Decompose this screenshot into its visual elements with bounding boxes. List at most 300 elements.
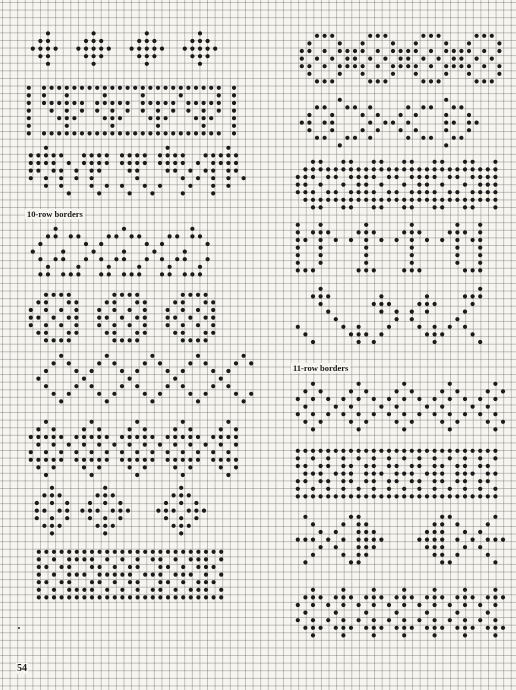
stitch-dot xyxy=(493,560,497,564)
stitch-dot xyxy=(433,198,437,202)
stitch-dot xyxy=(166,323,170,327)
stitch-dot xyxy=(204,557,208,561)
stitch-dot xyxy=(410,238,414,242)
stitch-dot xyxy=(357,530,361,534)
stitch-dot xyxy=(364,183,368,187)
stitch-dot xyxy=(372,230,376,234)
stitch-dot xyxy=(303,183,307,187)
tulip-border-chart xyxy=(27,144,247,197)
stitch-dot xyxy=(135,450,139,454)
stitch-dot xyxy=(171,109,175,113)
stitch-dot xyxy=(143,316,147,320)
stitch-dot xyxy=(395,167,399,171)
stitch-dot xyxy=(296,268,300,272)
stitch-dot xyxy=(150,354,154,358)
stitch-dot xyxy=(315,79,319,83)
stitch-dot xyxy=(372,626,376,630)
stitch-dot xyxy=(90,557,94,561)
stitch-dot xyxy=(463,618,467,622)
stitch-dot xyxy=(463,160,467,164)
stitch-dot xyxy=(112,392,116,396)
stitch-dot xyxy=(429,105,433,109)
stitch-dot xyxy=(364,626,368,630)
stitch-dot xyxy=(364,230,368,234)
stitch-dot xyxy=(353,64,357,68)
stitch-dot xyxy=(410,389,414,393)
stitch-dot xyxy=(80,101,84,105)
stitch-dot xyxy=(334,595,338,599)
stitch-dot xyxy=(319,494,323,498)
stitch-dot xyxy=(52,435,56,439)
stitch-dot xyxy=(402,268,406,272)
stitch-dot xyxy=(444,121,448,125)
stitch-dot xyxy=(440,530,444,534)
stitch-dot xyxy=(414,72,418,76)
stitch-dot xyxy=(501,595,505,599)
stitch-dot xyxy=(440,167,444,171)
stitch-dot xyxy=(463,479,467,483)
stitch-dot xyxy=(143,573,147,577)
stitch-dot xyxy=(204,331,208,335)
stitch-dot xyxy=(463,494,467,498)
stitch-dot xyxy=(395,198,399,202)
stitch-dot xyxy=(31,47,35,51)
stitch-dot xyxy=(90,369,94,373)
stitch-dot xyxy=(175,234,179,238)
stitch-dot xyxy=(345,105,349,109)
stitch-dot xyxy=(99,242,103,246)
stitch-dot xyxy=(330,128,334,132)
stitch-dot xyxy=(478,175,482,179)
stitch-dot xyxy=(455,246,459,250)
stitch-dot xyxy=(44,323,48,327)
stitch-dot xyxy=(364,223,368,227)
stitch-dot xyxy=(303,198,307,202)
stitch-dot xyxy=(181,331,185,335)
stitch-dot xyxy=(372,487,376,491)
stitch-dot xyxy=(417,538,421,542)
stitch-dot xyxy=(156,86,160,90)
stitch-dot xyxy=(166,595,170,599)
stitch-dot xyxy=(372,160,376,164)
stitch-dot xyxy=(97,361,101,365)
stitch-dot xyxy=(44,161,48,165)
stitch-dot xyxy=(29,153,33,157)
stitch-dot xyxy=(206,54,210,58)
stitch-dot xyxy=(166,458,170,462)
stitch-dot xyxy=(190,272,194,276)
stitch-dot xyxy=(364,332,368,336)
stitch-dot xyxy=(112,443,116,447)
eleven-row-cross-diamond-chart xyxy=(294,513,507,566)
stitch-dot xyxy=(414,49,418,53)
stitch-dot xyxy=(98,565,102,569)
stitch-dot xyxy=(38,54,42,58)
stitch-dot xyxy=(219,161,223,165)
stitch-dot xyxy=(217,93,221,97)
stitch-dot xyxy=(410,420,414,424)
stitch-dot xyxy=(410,160,414,164)
stitch-dot xyxy=(357,175,361,179)
stitch-dot xyxy=(414,113,418,117)
stitch-dot xyxy=(179,86,183,90)
stitch-dot xyxy=(156,509,160,513)
stitch-dot xyxy=(311,553,315,557)
stitch-dot xyxy=(82,595,86,599)
stitch-dot xyxy=(444,49,448,53)
stitch-dot xyxy=(74,308,78,312)
stitch-dot xyxy=(311,595,315,599)
stitch-dot xyxy=(440,538,444,542)
stitch-dot xyxy=(326,175,330,179)
stitch-dot xyxy=(143,427,147,431)
stitch-dot xyxy=(156,131,160,135)
stitch-dot xyxy=(364,167,368,171)
stitch-dot xyxy=(387,175,391,179)
stitch-dot xyxy=(226,153,230,157)
stitch-dot xyxy=(143,392,147,396)
stitch-dot xyxy=(402,449,406,453)
stitch-dot xyxy=(196,595,200,599)
stitch-dot xyxy=(97,458,101,462)
stitch-dot xyxy=(448,190,452,194)
stitch-dot xyxy=(128,458,132,462)
stitch-dot xyxy=(296,223,300,227)
stitch-dot xyxy=(148,86,152,90)
stitch-dot xyxy=(440,479,444,483)
stitch-dot xyxy=(357,538,361,542)
stitch-dot xyxy=(181,420,185,424)
stitch-dot xyxy=(212,565,216,569)
stitch-dot xyxy=(29,176,33,180)
stitch-dot xyxy=(36,316,40,320)
stitch-dot xyxy=(300,64,304,68)
stitch-dot xyxy=(80,509,84,513)
stitch-dot xyxy=(425,472,429,476)
stitch-dot xyxy=(105,399,109,403)
stitch-dot xyxy=(179,531,183,535)
stitch-dot xyxy=(136,580,140,584)
stitch-dot xyxy=(135,316,139,320)
stitch-dot xyxy=(209,86,213,90)
stitch-dot xyxy=(410,223,414,227)
stitch-dot xyxy=(319,160,323,164)
stitch-dot xyxy=(399,128,403,132)
stitch-dot xyxy=(74,435,78,439)
stitch-dot xyxy=(196,580,200,584)
stitch-dot xyxy=(84,54,88,58)
stitch-dot xyxy=(52,595,56,599)
stitch-dot xyxy=(307,128,311,132)
stitch-dot xyxy=(113,573,117,577)
stitch-dot xyxy=(120,184,124,188)
stitch-dot xyxy=(296,449,300,453)
stitch-dot xyxy=(448,167,452,171)
stitch-dot xyxy=(44,369,48,373)
stitch-dot xyxy=(429,136,433,140)
stitch-dot xyxy=(128,573,132,577)
stitch-dot xyxy=(211,184,215,188)
stitch-dot xyxy=(126,509,130,513)
stitch-dot xyxy=(92,54,96,58)
stitch-dot xyxy=(437,57,441,61)
stitch-dot xyxy=(448,397,452,401)
stitch-dot xyxy=(36,169,40,173)
stitch-dot xyxy=(50,531,54,535)
stitch-dot xyxy=(478,238,482,242)
stitch-dot xyxy=(74,176,78,180)
stitch-dot xyxy=(105,557,109,561)
stitch-dot xyxy=(319,223,323,227)
stitch-dot xyxy=(319,472,323,476)
stitch-dot xyxy=(74,450,78,454)
stitch-dot xyxy=(166,565,170,569)
stitch-dot xyxy=(219,435,223,439)
stitch-dot xyxy=(410,310,414,314)
stitch-dot xyxy=(361,113,365,117)
stitch-dot xyxy=(196,293,200,297)
stitch-dot xyxy=(296,230,300,234)
stitch-dot xyxy=(372,545,376,549)
stitch-dot xyxy=(173,316,177,320)
stitch-dot xyxy=(319,198,323,202)
stitch-dot xyxy=(296,261,300,265)
stitch-dot xyxy=(440,238,444,242)
stitch-dot xyxy=(421,136,425,140)
stitch-dot xyxy=(357,190,361,194)
stitch-dot xyxy=(372,456,376,460)
stitch-dot xyxy=(345,49,349,53)
stitch-dot xyxy=(383,57,387,61)
stitch-dot xyxy=(326,618,330,622)
stitch-dot xyxy=(128,191,132,195)
stitch-dot xyxy=(135,331,139,335)
stitch-dot xyxy=(42,86,46,90)
stitch-dot xyxy=(72,131,76,135)
stitch-dot xyxy=(493,618,497,622)
stitch-dot xyxy=(311,538,315,542)
stitch-dot xyxy=(368,34,372,38)
stitch-dot xyxy=(188,435,192,439)
stitch-dot xyxy=(311,160,315,164)
stitch-dot xyxy=(425,494,429,498)
stitch-dot xyxy=(440,560,444,564)
stitch-dot xyxy=(27,131,31,135)
stitch-dot xyxy=(486,626,490,630)
stitch-dot xyxy=(130,272,134,276)
stitch-dot xyxy=(166,550,170,554)
stitch-dot xyxy=(103,501,107,505)
stitch-dot xyxy=(190,227,194,231)
stitch-dot xyxy=(219,588,223,592)
stitch-dot xyxy=(234,392,238,396)
stitch-dot xyxy=(372,494,376,498)
stitch-dot xyxy=(158,550,162,554)
stitch-dot xyxy=(364,545,368,549)
stitch-dot xyxy=(211,316,215,320)
stitch-dot xyxy=(379,538,383,542)
stitch-dot xyxy=(395,420,399,424)
stitch-dot xyxy=(189,573,193,577)
stitch-dot xyxy=(357,560,361,564)
stitch-dot xyxy=(120,573,124,577)
stitch-dot xyxy=(74,331,78,335)
stitch-dot xyxy=(433,588,437,592)
stitch-dot xyxy=(122,272,126,276)
stitch-dot xyxy=(486,522,490,526)
stitch-dot xyxy=(425,545,429,549)
stitch-dot xyxy=(126,101,130,105)
stitch-dot xyxy=(158,565,162,569)
stitch-dot xyxy=(410,261,414,265)
stitch-dot xyxy=(59,323,63,327)
stitch-dot xyxy=(59,176,63,180)
stitch-dot xyxy=(92,39,96,43)
stitch-dot xyxy=(52,161,56,165)
stitch-dot xyxy=(319,205,323,209)
stitch-dot xyxy=(364,479,368,483)
stitch-dot xyxy=(326,464,330,468)
stitch-dot xyxy=(341,603,345,607)
stitch-dot xyxy=(311,175,315,179)
stitch-dot xyxy=(421,34,425,38)
stitch-dot xyxy=(349,205,353,209)
stitch-dot xyxy=(364,530,368,534)
stitch-dot xyxy=(44,293,48,297)
stitch-dot xyxy=(105,595,109,599)
stitch-dot xyxy=(69,272,73,276)
stitch-dot xyxy=(128,323,132,327)
stitch-dot xyxy=(425,530,429,534)
stitch-dot xyxy=(433,530,437,534)
stitch-dot xyxy=(296,412,300,416)
stitch-dot xyxy=(326,397,330,401)
stitch-dot xyxy=(143,331,147,335)
stitch-dot xyxy=(42,93,46,97)
stitch-dot xyxy=(173,377,177,381)
stitch-dot xyxy=(52,293,56,297)
stitch-dot xyxy=(92,47,96,51)
stitch-dot xyxy=(152,47,156,51)
stitch-dot xyxy=(211,323,215,327)
stitch-dot xyxy=(42,101,46,105)
stitch-dot xyxy=(175,257,179,261)
stitch-dot xyxy=(204,573,208,577)
stitch-dot xyxy=(334,449,338,453)
stitch-dot xyxy=(417,190,421,194)
stitch-dot xyxy=(164,516,168,520)
stitch-dot xyxy=(42,524,46,528)
stitch-dot xyxy=(181,293,185,297)
stitch-dot xyxy=(82,427,86,431)
stitch-dot xyxy=(198,234,202,238)
stitch-dot xyxy=(107,234,111,238)
stitch-dot xyxy=(425,294,429,298)
stitch-dot xyxy=(402,618,406,622)
stitch-dot xyxy=(455,198,459,202)
stitch-dot xyxy=(326,603,330,607)
stitch-dot xyxy=(59,293,63,297)
stitch-dot xyxy=(463,449,467,453)
stitch-dot xyxy=(440,494,444,498)
stitch-dot xyxy=(198,39,202,43)
stitch-dot xyxy=(486,389,490,393)
stitch-dot xyxy=(471,302,475,306)
stitch-dot xyxy=(29,169,33,173)
stitch-dot xyxy=(128,169,132,173)
arrow-border-chart xyxy=(294,221,484,274)
stitch-dot xyxy=(357,340,361,344)
stitch-dot xyxy=(357,268,361,272)
stitch-dot xyxy=(209,116,213,120)
stitch-dot xyxy=(349,190,353,194)
stitch-dot xyxy=(399,49,403,53)
stitch-dot xyxy=(463,310,467,314)
stitch-dot xyxy=(463,230,467,234)
stitch-dot xyxy=(42,493,46,497)
stitch-dot xyxy=(61,250,65,254)
stitch-dot xyxy=(455,522,459,526)
stitch-dot xyxy=(471,160,475,164)
stitch-dot xyxy=(29,450,33,454)
stitch-dot xyxy=(399,64,403,68)
stitch-dot xyxy=(166,161,170,165)
stitch-dot xyxy=(173,300,177,304)
stitch-dot xyxy=(444,64,448,68)
stitch-dot xyxy=(135,161,139,165)
stitch-dot xyxy=(433,618,437,622)
stitch-dot xyxy=(37,588,41,592)
stitch-dot xyxy=(372,167,376,171)
stitch-dot xyxy=(128,435,132,439)
stitch-dot xyxy=(493,160,497,164)
stitch-dot xyxy=(67,588,71,592)
checkered-frame-border-chart xyxy=(35,548,225,601)
stitch-dot xyxy=(188,443,192,447)
stitch-dot xyxy=(196,176,200,180)
stitch-dot xyxy=(141,109,145,113)
stitch-dot xyxy=(486,405,490,409)
stitch-dot xyxy=(410,479,414,483)
stitch-dot xyxy=(36,465,40,469)
stitch-dot xyxy=(44,550,48,554)
stitch-dot xyxy=(478,494,482,498)
stitch-dot xyxy=(417,268,421,272)
stitch-dot xyxy=(478,464,482,468)
stitch-dot xyxy=(37,557,41,561)
stitch-dot xyxy=(357,545,361,549)
stitch-dot xyxy=(226,169,230,173)
stitch-dot xyxy=(187,524,191,528)
stitch-dot xyxy=(338,72,342,76)
stitch-dot xyxy=(501,538,505,542)
stitch-dot xyxy=(440,595,444,599)
stitch-dot xyxy=(463,588,467,592)
stitch-dot xyxy=(174,557,178,561)
stitch-dot xyxy=(44,450,48,454)
stitch-dot xyxy=(198,47,202,51)
stitch-dot xyxy=(471,205,475,209)
stitch-dot xyxy=(46,47,50,51)
stitch-dot xyxy=(82,588,86,592)
stitch-dot xyxy=(160,257,164,261)
stitch-dot xyxy=(433,325,437,329)
stitch-dot xyxy=(97,392,101,396)
stitch-dot xyxy=(361,41,365,45)
stitch-dot xyxy=(112,293,116,297)
stitch-dot xyxy=(190,39,194,43)
stitch-dot xyxy=(120,384,124,388)
